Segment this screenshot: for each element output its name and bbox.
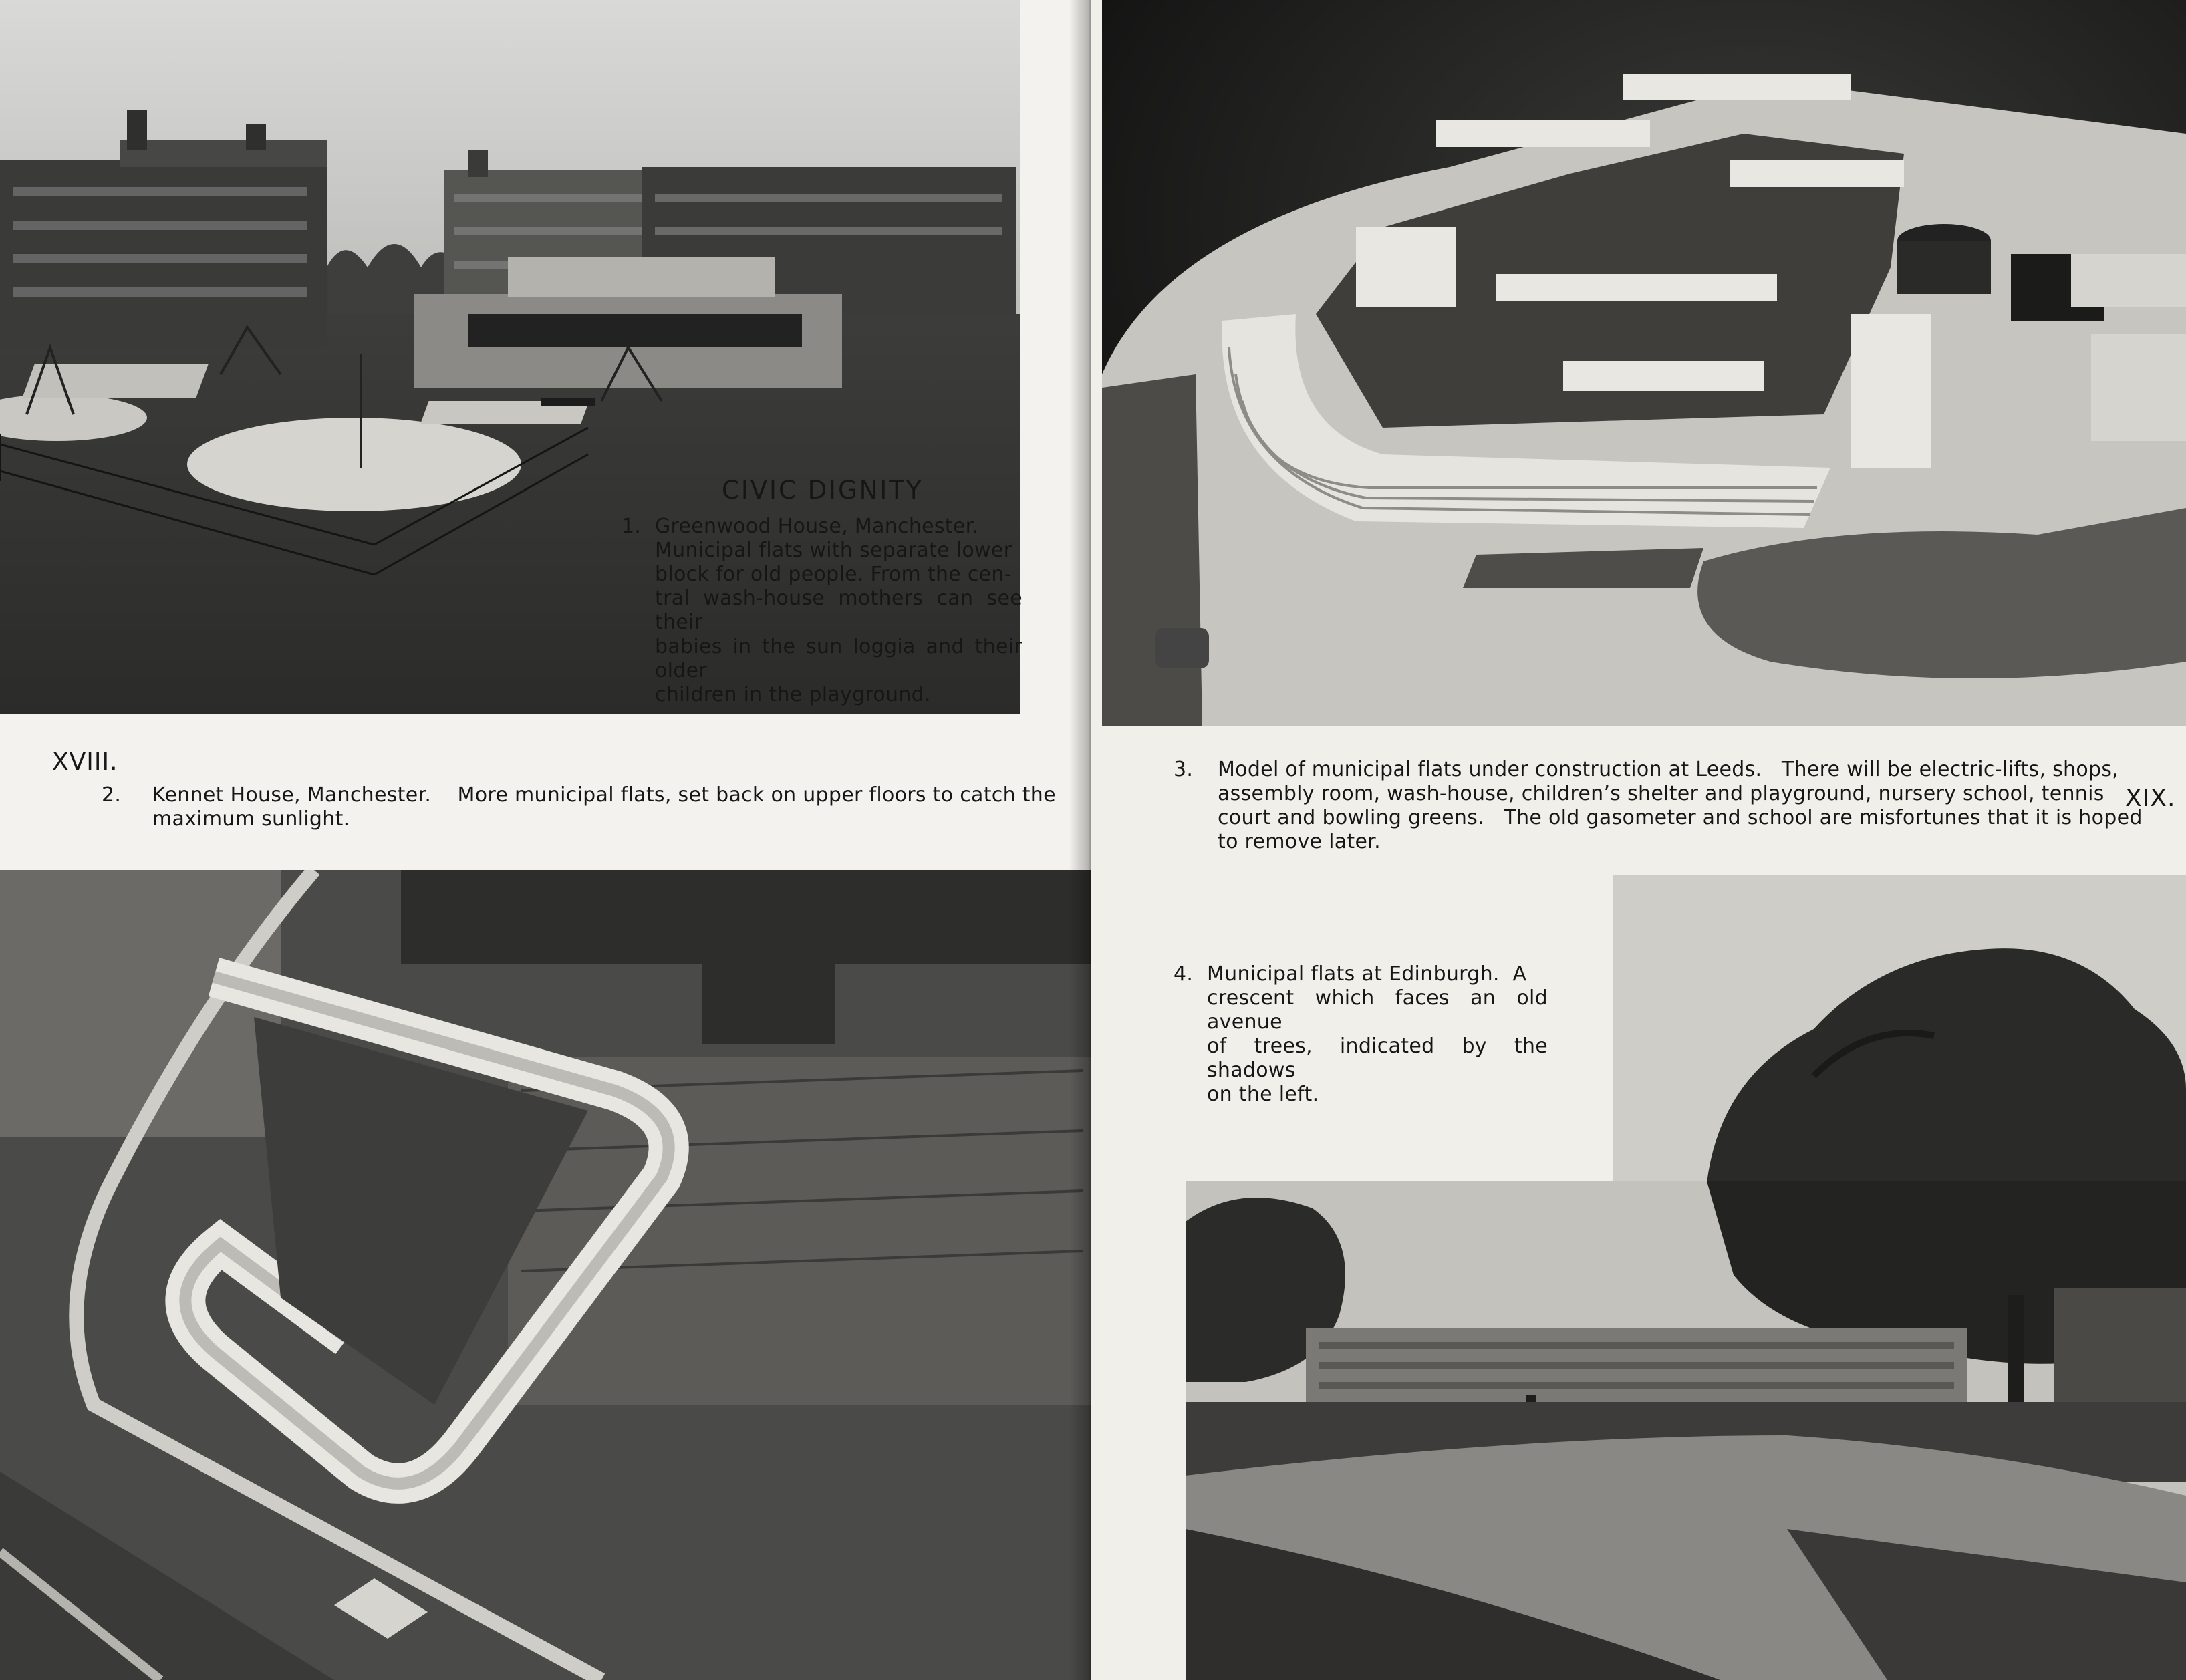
caption-line: babies in the sun loggia and their older [655, 635, 1022, 682]
caption-number: 1. [622, 515, 642, 538]
caption-number: 2. [102, 783, 122, 807]
photo-edinburgh-upper [1613, 875, 2186, 1183]
caption-line: Greenwood House, Manchester. [655, 515, 979, 538]
caption-line: on the left. [1207, 1083, 1319, 1106]
caption-photo-4 [1174, 962, 1548, 1107]
caption-number: 3. [1174, 758, 1194, 781]
caption-line: of trees, indicated by the shadows [1207, 1034, 1548, 1082]
caption-line: to remove later. [1218, 830, 1381, 853]
plate-number-right: XIX. [2125, 785, 2176, 812]
caption-line: children in the playground. [655, 683, 931, 706]
caption-line: crescent which faces an old avenue [1207, 986, 1548, 1034]
caption-photo-1 [622, 515, 1022, 707]
photo-kennet-house [0, 870, 1091, 1680]
right-page [1091, 0, 2186, 1680]
caption-line: court and bowling greens. The old gasometer and school are misfortunes that it is hoped [1218, 806, 2143, 829]
caption-line: Municipal flats at Edinburgh. A [1207, 962, 1527, 986]
caption-line: Kennet House, Manchester. More municipal flats, set back on upper floors to catch the [152, 783, 1056, 807]
caption-photo-3 [1174, 758, 2143, 854]
caption-photo-2 [102, 783, 1056, 831]
caption-line: tral wash-house mothers can see their [655, 587, 1022, 634]
left-page [0, 0, 1091, 1680]
photo-leeds-model [1102, 0, 2186, 726]
caption-number: 4. [1174, 962, 1194, 986]
caption-line: Municipal flats with separate lower [655, 539, 1012, 562]
plate-number-left: XVIII. [52, 748, 118, 776]
section-heading: CIVIC DIGNITY [722, 476, 924, 505]
photo-edinburgh-lower [1186, 1181, 2186, 1680]
caption-line: Model of municipal flats under construction at Leeds. There will be electric-lifts, shops, [1218, 758, 2119, 781]
caption-line: block for old people. From the cen- [655, 563, 1012, 586]
caption-line: assembly room, wash-house, children’s shelter and playground, nursery school, tennis [1218, 782, 2104, 805]
caption-line: maximum sunlight. [152, 807, 350, 831]
